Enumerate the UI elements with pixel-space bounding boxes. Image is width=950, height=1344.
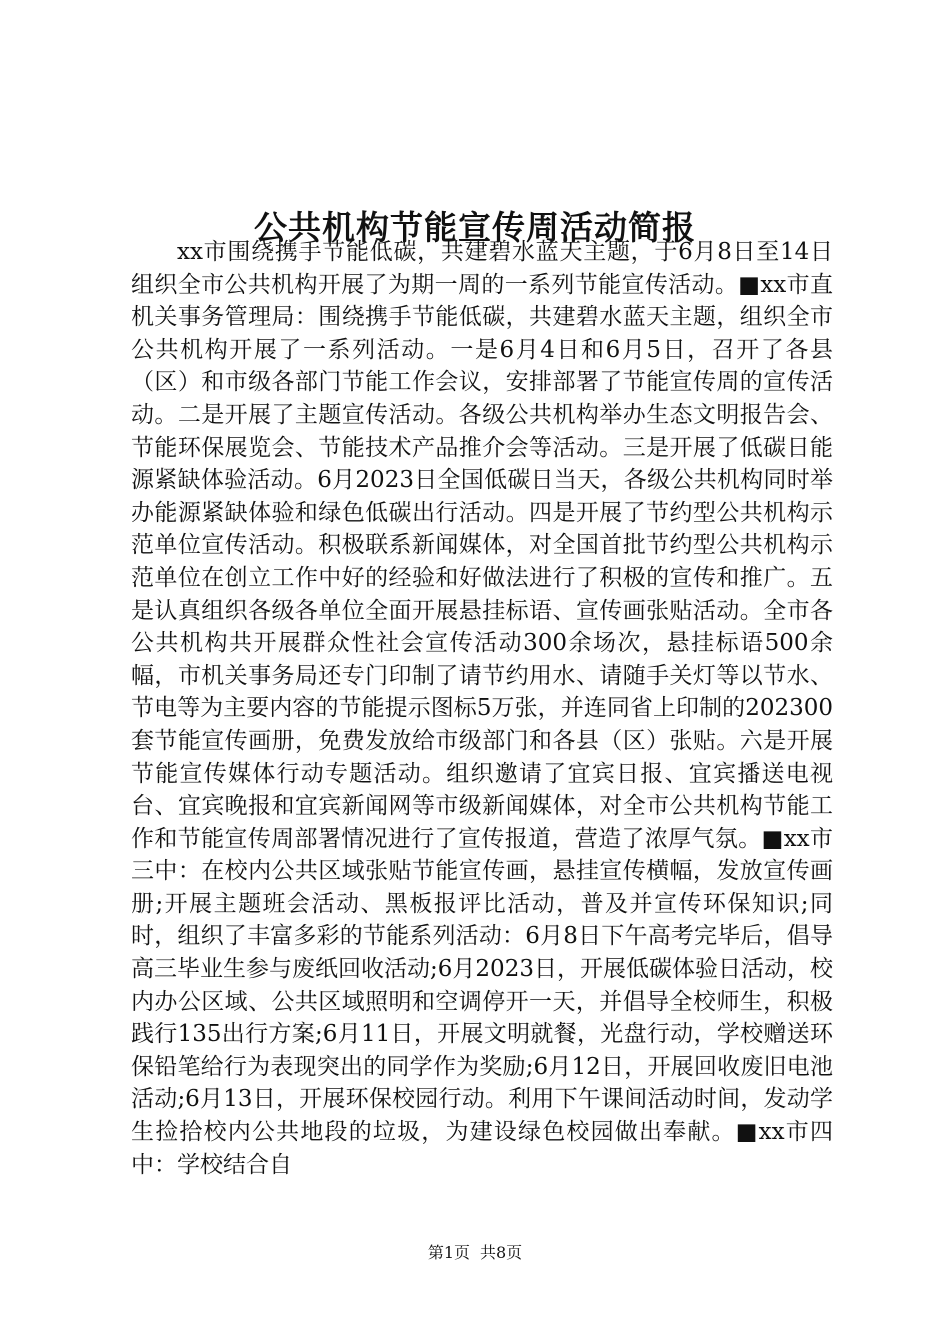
document-body-paragraph: xx市围绕携手节能低碳，共建碧水蓝天主题，于6月8日至14日组织全市公共机构开展了为期一周的一系列节能宣传活动。■xx市直机关事务管理局：围绕携手节能低碳，共建碧水蓝天主题，组织全市公共机构开展了一系列活动。一是6月4日和6月5日，召开了各县（区）和市级各部门节能工作会议，安排部署了节能宣传周的宣传活动。二是开展了主题宣传活动。各级公共机构举办生态文明报告会、节能环保展览会、节能技术产品推介会等活动。三是开展了低碳日能源紧缺体验活动。6月2023日全国低碳日当天，各级公共机构同时举办能源紧缺体验和绿色低碳出行活动。四是开展了节约型公共机构示范单位宣传活动。积极联系新闻媒体，对全国首批节约型公共机构示范单位在创立工作中好的经验和好做法进行了积极的宣传和推广。五是认真组织各级各单位全面开展悬挂标语、宣传画张贴活动。全市各公共机构共开展群众性社会宣传活动300余场次，悬挂标语500余幅，市机关事务局还专门印制了请节约用水、请随手关灯等以节水、节电等为主要内容的节能提示图标5万张，并连同省上印制的202300套节能宣传画册，免费发放给市级部门和各县（区）张贴。六是开展节能宣传媒体行动专题活动。组织邀请了宜宾日报、宜宾播送电视台、宜宾晚报和宜宾新闻网等市级新闻媒体，对全市公共机构节能工作和节能宣传周部署情况进行了宣传报道，营造了浓厚气氛。■xx市三中：在校内公共区域张贴节能宣传画，悬挂宣传横幅，发放宣传画册;开展主题班会活动、黑板报评比活动，普及并宣传环保知识;同时，组织了丰富多彩的节能系列活动：6月8日下午高考完毕后，倡导高三毕业生参与废纸回收活动;6月2023日，开展低碳体验日活动，校内办公区域、公共区域照明和空调停开一天，并倡导全校师生，积极践行135出行方案;6月11日，开展文明就餐，光盘行动，学校赠送环保铅笔给行为表现突出的同学作为奖励;6月12日，开展回收废旧电池活动;6月13日，开展环保校园行动。利用下午课间活动时间，发动学生捡拾校内公共地段的垃圾，为建设绿色校园做出奉献。■xx市四中：学校结合自 [131,239,833,1178]
page-number-current: 第1页 [427,1243,470,1262]
page-footer [0,1242,950,1264]
page-number-total: 共8页 [480,1243,523,1262]
document-title: 公共机构节能宣传周活动简报 [254,208,696,248]
